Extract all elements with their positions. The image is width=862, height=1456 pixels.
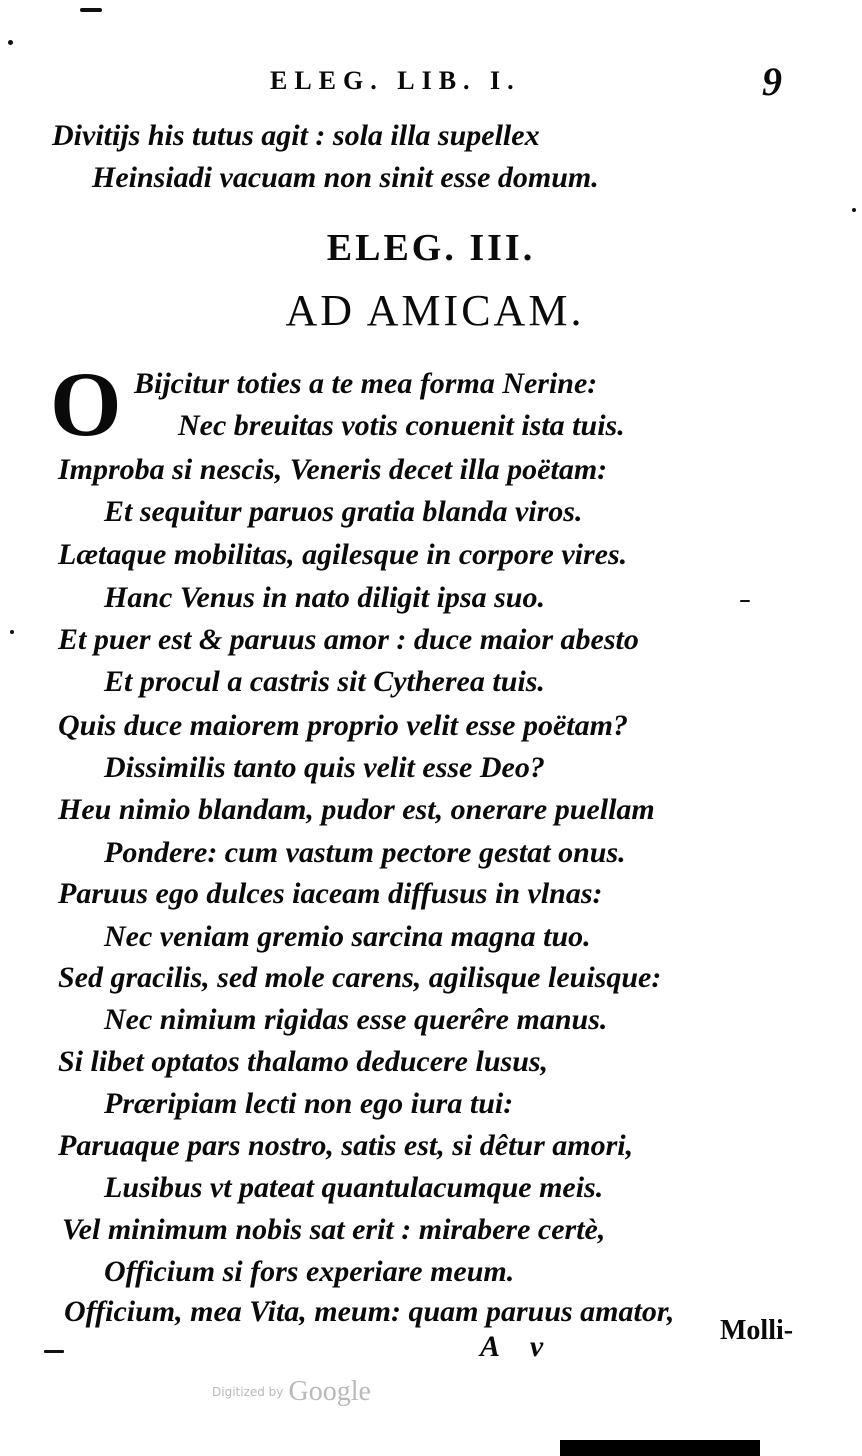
verse-line: Nec nimium rigidas esse querêre manus. [104, 1003, 608, 1036]
drop-cap: O [50, 353, 122, 455]
scan-edge-bar [560, 1440, 760, 1456]
scan-speck [8, 40, 13, 45]
scan-speck [852, 208, 856, 212]
elegy-title: AD AMICAM. [285, 286, 585, 335]
verse-line: Quis duce maiorem proprio velit esse poëtam? [58, 709, 628, 742]
verse-line: Et procul a castris sit Cytherea tuis. [104, 665, 545, 698]
catchword: Molli- [720, 1315, 794, 1346]
verse-line: Dissimilis tanto quis velit esse Deo? [104, 751, 545, 784]
signature-mark: A v [480, 1330, 544, 1363]
verse-line: Et sequitur paruos gratia blanda viros. [104, 495, 583, 528]
running-head: ELEG. LIB. I. [270, 66, 521, 95]
verse-line: Officium si fors experiare meum. [104, 1255, 515, 1288]
verse-line: Officium, mea Vita, meum: quam paruus amator, [64, 1295, 675, 1328]
scan-speck [80, 8, 102, 12]
verse-line: Et puer est & paruus amor : duce maior abesto [58, 623, 639, 656]
scan-speck [740, 600, 750, 602]
verse-line: Paruus ego dulces iaceam diffusus in vlnas: [58, 877, 603, 910]
google-logo-text: Google [288, 1376, 371, 1407]
verse-line: Nec veniam gremio sarcina magna tuo. [104, 920, 591, 953]
verse-line-1: Bijcitur toties a te mea forma Nerine: [134, 367, 598, 400]
digitized-watermark [212, 1376, 371, 1408]
verse-line: Pondere: cum vastum pectore gestat onus. [104, 836, 626, 869]
verse-line: Heu nimio blandam, pudor est, onerare puellam [58, 793, 655, 826]
elegy-heading: ELEG. III. [326, 227, 536, 269]
verse-line: Paruaque pars nostro, satis est, si dêtur amori, [58, 1129, 634, 1162]
verse-line: Sed gracilis, sed mole carens, agilisque leuisque: [58, 961, 662, 994]
scan-speck [44, 1350, 64, 1353]
page-number: 9 [762, 59, 782, 104]
scan-speck [10, 630, 14, 634]
verse-line: Improba si nescis, Veneris decet illa poëtam: [58, 453, 608, 486]
verse-line: Si libet optatos thalamo deducere lusus, [58, 1045, 549, 1078]
verse-line: Nec breuitas votis conuenit ista tuis. [178, 409, 625, 442]
top-line-1: Divitijs his tutus agit : sola illa supellex [52, 119, 540, 152]
top-line-2: Heinsiadi vacuam non sinit esse domum. [92, 161, 599, 194]
verse-line: Lætaque mobilitas, agilesque in corpore vires. [58, 538, 628, 571]
verse-line: Præripiam lecti non ego iura tui: [104, 1087, 514, 1120]
verse-line: Vel minimum nobis sat erit : mirabere certè, [62, 1213, 606, 1246]
verse-line: Hanc Venus in nato diligit ipsa suo. [104, 581, 545, 614]
verse-line: Lusibus vt pateat quantulacumque meis. [104, 1171, 604, 1204]
watermark-prefix: Digitized by [212, 1385, 284, 1399]
